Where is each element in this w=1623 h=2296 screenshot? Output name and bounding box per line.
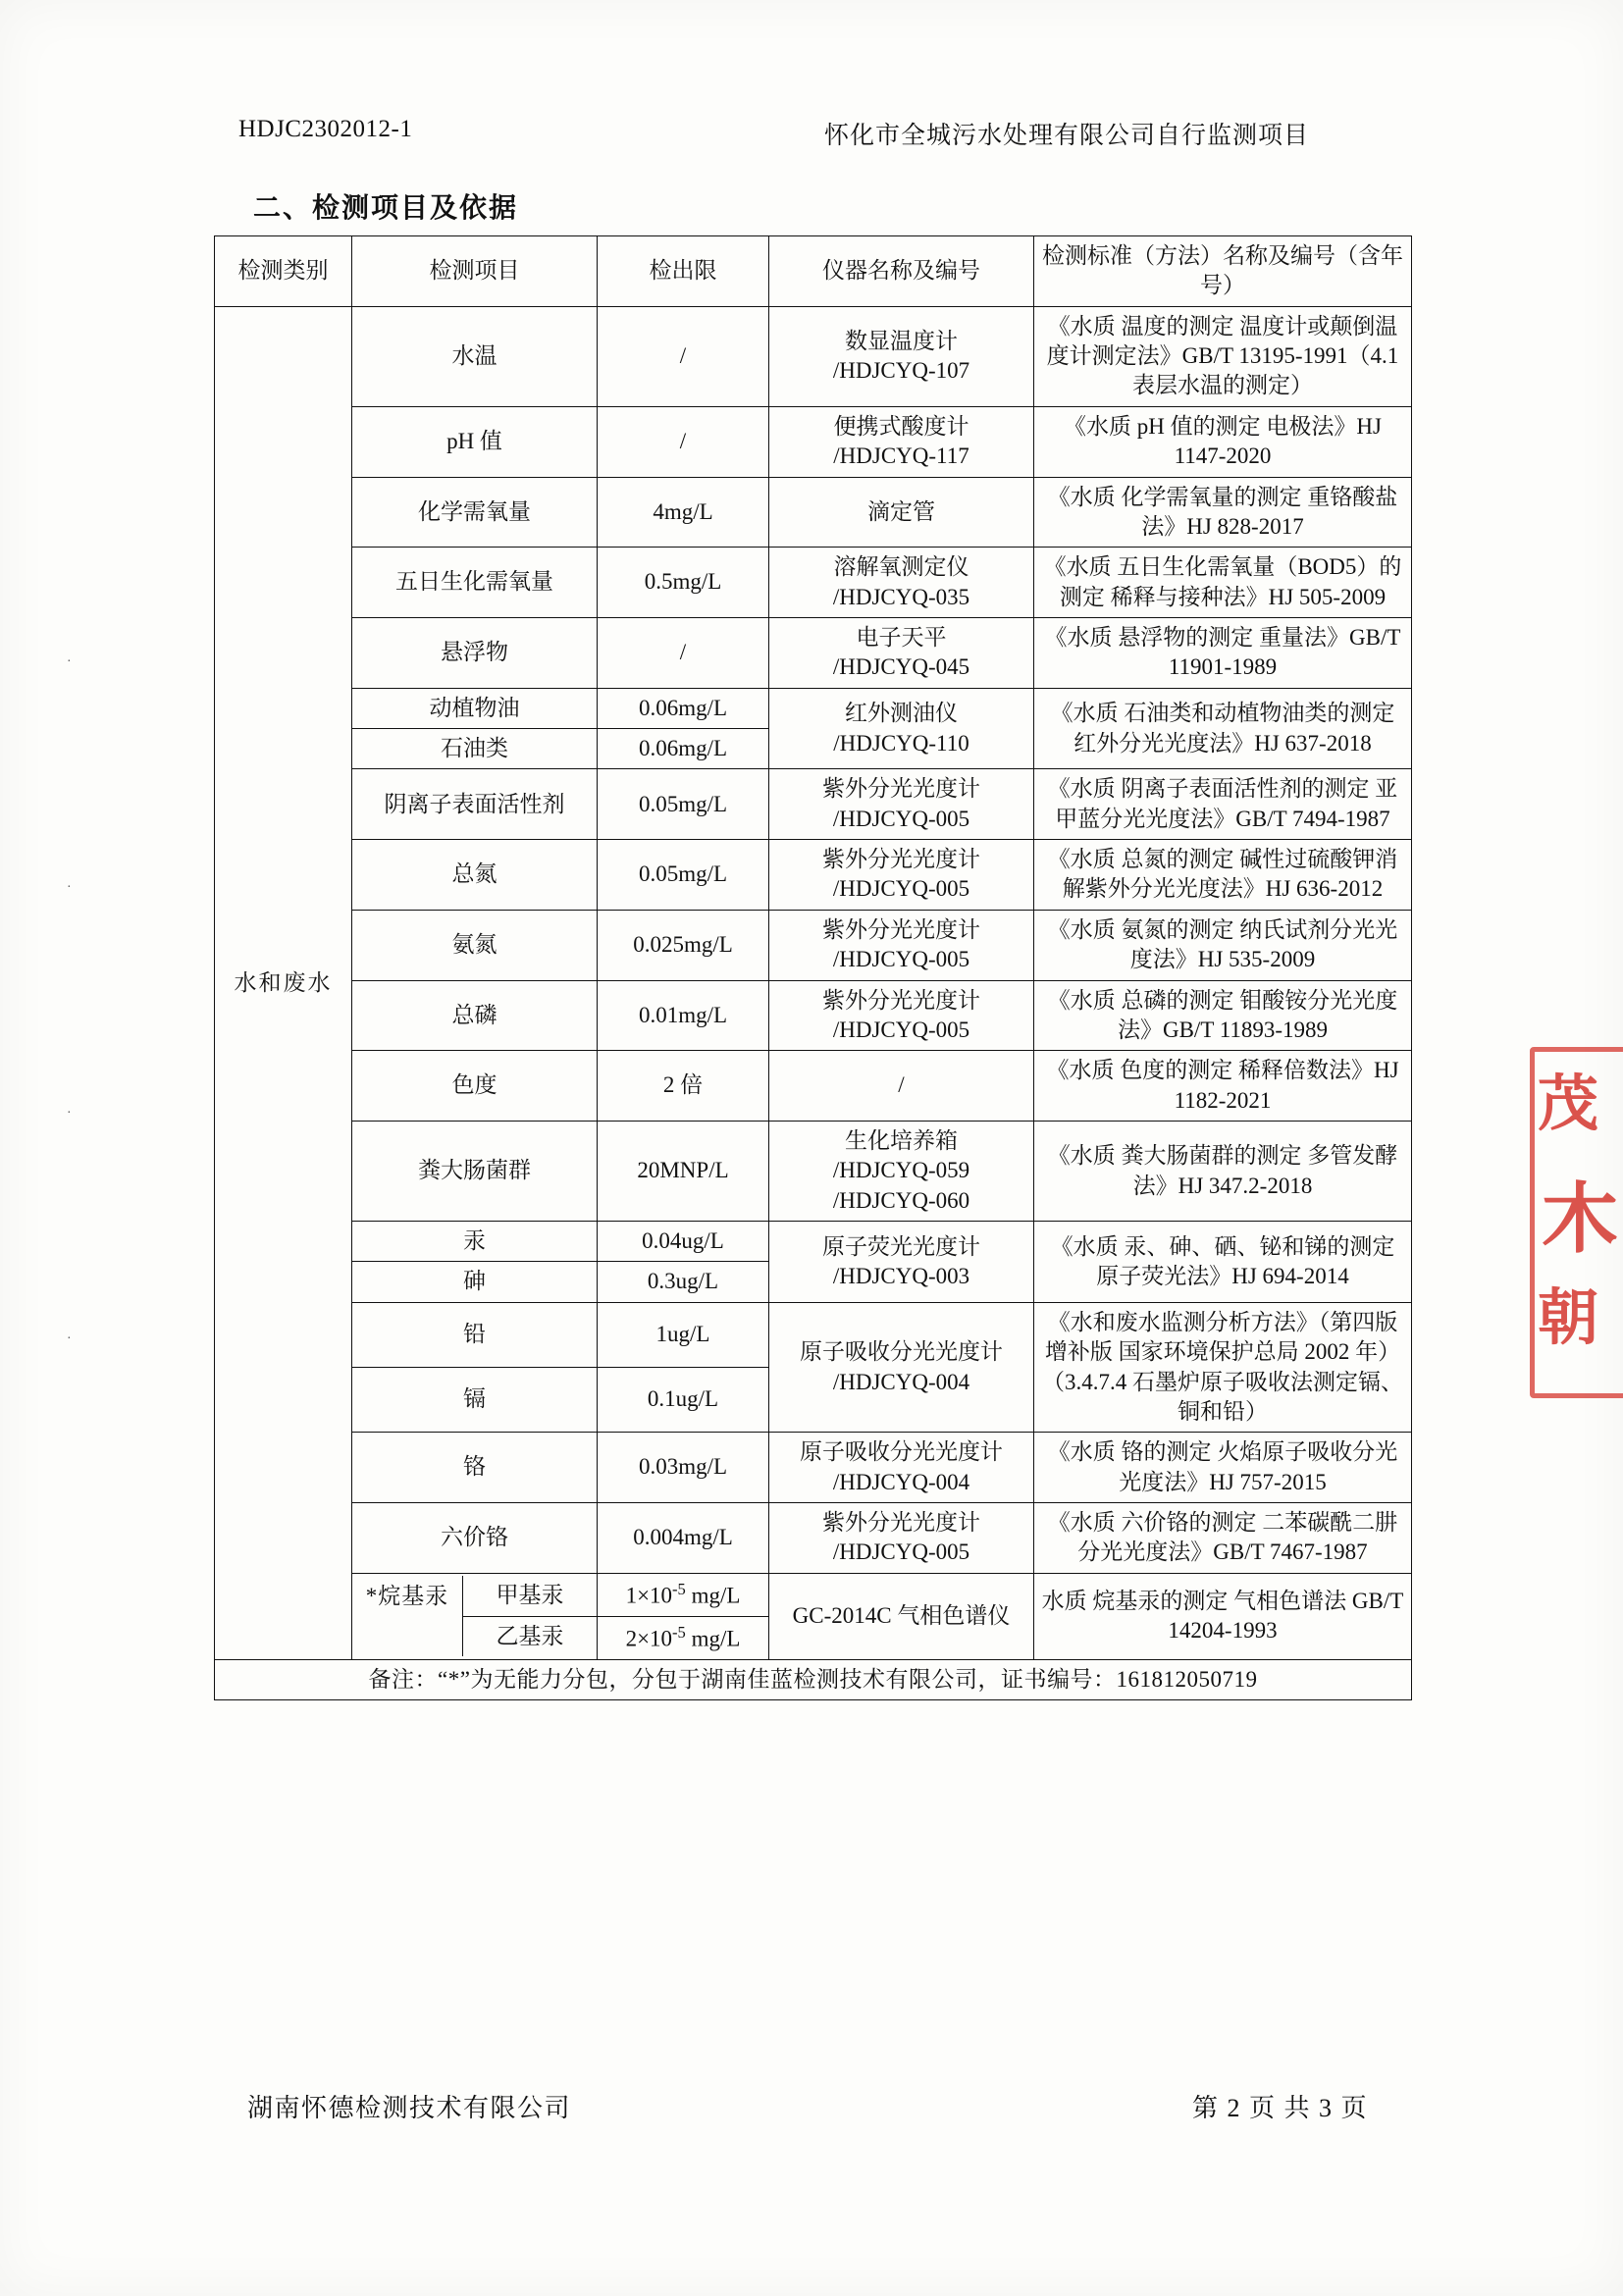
- alkyl-mercury-sub-item: 甲基汞: [463, 1576, 598, 1616]
- cell-limit: /: [598, 406, 769, 477]
- cell-instrument: 生化培养箱 /HDJCYQ-059 /HDJCYQ-060: [769, 1121, 1034, 1221]
- cell-limit: /: [598, 617, 769, 688]
- cell-instrument: 便携式酸度计 /HDJCYQ-117: [769, 406, 1034, 477]
- cell-instrument: 原子荧光光度计 /HDJCYQ-003: [769, 1222, 1034, 1303]
- cell-limit: /: [598, 306, 769, 406]
- page-footer: [0, 2088, 1623, 2127]
- cell-instrument: GC-2014C 气相色谱仪: [769, 1573, 1034, 1659]
- table-row: [215, 1433, 1412, 1503]
- cell-instrument: 原子吸收分光光度计 /HDJCYQ-004: [769, 1433, 1034, 1503]
- cell-item: 铬: [352, 1433, 598, 1503]
- cell-limit: 1ug/L: [598, 1302, 769, 1367]
- table-row: [215, 1051, 1412, 1122]
- table-row: [215, 1121, 1412, 1221]
- cell-item: 砷: [352, 1262, 598, 1302]
- cell-instrument: 电子天平 /HDJCYQ-045: [769, 617, 1034, 688]
- table-row: [215, 548, 1412, 618]
- column-header-instrument: 仪器名称及编号: [769, 236, 1034, 307]
- cell-limit: 0.1ug/L: [598, 1368, 769, 1433]
- document-code: HDJC2302012-1: [238, 116, 413, 142]
- cell-limit: 0.03mg/L: [598, 1433, 769, 1503]
- table-row: [215, 769, 1412, 840]
- column-header-detection-limit: 检出限: [598, 236, 769, 307]
- red-seal-stamp: [1536, 1055, 1623, 1388]
- column-header-category: 检测类别: [215, 236, 352, 307]
- cell-limit-alkyl-1: $1\times 10^{-5}$ mg/L: [598, 1573, 769, 1616]
- cell-item: 总氮: [352, 840, 598, 911]
- cell-category: 水和废水: [215, 306, 352, 1659]
- table-note-row: [215, 1659, 1412, 1699]
- cell-standard: 《水质 阴离子表面活性剂的测定 亚甲蓝分光光度法》GB/T 7494-1987: [1034, 769, 1412, 840]
- cell-instrument: 数显温度计 /HDJCYQ-107: [769, 306, 1034, 406]
- cell-standard: 《水质 五日生化需氧量（BOD5）的测定 稀释与接种法》HJ 505-2009: [1034, 548, 1412, 618]
- cell-limit: 0.004mg/L: [598, 1502, 769, 1573]
- cell-item: 化学需氧量: [352, 477, 598, 548]
- cell-limit: 0.04ug/L: [598, 1222, 769, 1262]
- seal-char-3: 朝: [1538, 1285, 1599, 1352]
- cell-standard: 水质 烷基汞的测定 气相色谱法 GB/T 14204-1993: [1034, 1573, 1412, 1659]
- cell-limit: 0.05mg/L: [598, 769, 769, 840]
- cell-limit: 4mg/L: [598, 477, 769, 548]
- margin-marks: · · · ·: [67, 654, 72, 1346]
- cell-item: 汞: [352, 1222, 598, 1262]
- cell-instrument: 紫外分光光度计 /HDJCYQ-005: [769, 1502, 1034, 1573]
- cell-standard: 《水质 总磷的测定 钼酸铵分光光度法》GB/T 11893-1989: [1034, 980, 1412, 1051]
- table-row: [215, 910, 1412, 980]
- cell-item: 六价铬: [352, 1502, 598, 1573]
- cell-standard: 《水质 铬的测定 火焰原子吸收分光光度法》HJ 757-2015: [1034, 1433, 1412, 1503]
- cell-item: 五日生化需氧量: [352, 548, 598, 618]
- column-header-standard: 检测标准（方法）名称及编号（含年号）: [1034, 236, 1412, 307]
- cell-item: pH 值: [352, 406, 598, 477]
- cell-item: 镉: [352, 1368, 598, 1433]
- cell-instrument: 原子吸收分光光度计 /HDJCYQ-004: [769, 1302, 1034, 1432]
- table-row: [215, 980, 1412, 1051]
- cell-standard: 《水质 色度的测定 稀释倍数法》HJ 1182-2021: [1034, 1051, 1412, 1122]
- document-header-title: 怀化市全城污水处理有限公司自行监测项目: [824, 123, 1310, 149]
- cell-limit: 0.06mg/L: [598, 688, 769, 728]
- cell-item: 动植物油: [352, 688, 598, 728]
- cell-limit: 20MNP/L: [598, 1121, 769, 1221]
- cell-limit: 0.025mg/L: [598, 910, 769, 980]
- column-header-item: 检测项目: [352, 236, 598, 307]
- cell-item: 氨氮: [352, 910, 598, 980]
- table-row: [215, 477, 1412, 548]
- cell-standard: 《水和废水监测分析方法》（第四版 增补版 国家环境保护总局 2002 年）（3.4.7.4 石墨炉原子吸收法测定镉、铜和铅）: [1034, 1302, 1412, 1432]
- cell-item: 粪大肠菌群: [352, 1121, 598, 1221]
- cell-instrument: 红外测油仪 /HDJCYQ-110: [769, 688, 1034, 769]
- cell-standard: 《水质 总氮的测定 碱性过硫酸钾消解紫外分光光度法》HJ 636-2012: [1034, 840, 1412, 911]
- cell-item: 色度: [352, 1051, 598, 1122]
- cell-limit: 0.06mg/L: [598, 729, 769, 769]
- cell-limit: 0.3ug/L: [598, 1262, 769, 1302]
- cell-note: 备注：“*”为无能力分包，分包于湖南佳蓝检测技术有限公司，证书编号：161812050719: [215, 1659, 1412, 1699]
- table-row: [215, 1302, 1412, 1367]
- detection-items-table: [214, 235, 1412, 1700]
- table-header-row: [215, 236, 1412, 307]
- alkyl-mercury-group-label-spacer: [352, 1616, 463, 1656]
- alkyl-mercury-sub-item: 乙基汞: [496, 1623, 564, 1648]
- footer-company: 湖南怀德检测技术有限公司: [247, 2094, 572, 2122]
- cell-item: 水温: [352, 306, 598, 406]
- cell-instrument: 紫外分光光度计 /HDJCYQ-005: [769, 769, 1034, 840]
- table-row: [215, 688, 1412, 728]
- cell-standard: 《水质 化学需氧量的测定 重铬酸盐法》HJ 828-2017: [1034, 477, 1412, 548]
- cell-instrument: 紫外分光光度计 /HDJCYQ-005: [769, 910, 1034, 980]
- cell-standard: 《水质 六价铬的测定 二苯碳酰二肼分光光度法》GB/T 7467-1987: [1034, 1502, 1412, 1573]
- cell-standard: 《水质 氨氮的测定 纳氏试剂分光光度法》HJ 535-2009: [1034, 910, 1412, 980]
- alkyl-mercury-group-label: *烷基汞: [352, 1576, 463, 1616]
- section-title: 二、检测项目及依据: [253, 193, 519, 224]
- cell-item: 总磷: [352, 980, 598, 1051]
- table-row: [215, 617, 1412, 688]
- cell-standard: 《水质 温度的测定 温度计或颠倒温度计测定法》GB/T 13195-1991（4.1 表层水温的测定）: [1034, 306, 1412, 406]
- cell-instrument: 紫外分光光度计 /HDJCYQ-005: [769, 980, 1034, 1051]
- cell-instrument: 紫外分光光度计 /HDJCYQ-005: [769, 840, 1034, 911]
- table-row: [215, 406, 1412, 477]
- cell-limit-alkyl-2: $2\times 10^{-5}$ mg/L: [598, 1616, 769, 1659]
- table-row: [215, 1222, 1412, 1262]
- cell-item: 铅: [352, 1302, 598, 1367]
- cell-item: 阴离子表面活性剂: [352, 769, 598, 840]
- cell-limit: 0.01mg/L: [598, 980, 769, 1051]
- cell-limit: 0.5mg/L: [598, 548, 769, 618]
- table-row: [215, 1502, 1412, 1573]
- cell-instrument: 滴定管: [769, 477, 1034, 548]
- cell-item: 悬浮物: [352, 617, 598, 688]
- cell-standard: 《水质 pH 值的测定 电极法》HJ 1147-2020: [1034, 406, 1412, 477]
- cell-item: 石油类: [352, 729, 598, 769]
- cell-limit: 2 倍: [598, 1051, 769, 1122]
- cell-alkyl-mercury-group: [352, 1573, 598, 1659]
- cell-instrument: /: [769, 1051, 1034, 1122]
- table-row: [215, 1573, 1412, 1616]
- cell-standard: 《水质 汞、砷、硒、铋和锑的测定 原子荧光法》HJ 694-2014: [1034, 1222, 1412, 1303]
- table-row: [215, 840, 1412, 911]
- cell-standard: 《水质 石油类和动植物油类的测定 红外分光光度法》HJ 637-2018: [1034, 688, 1412, 769]
- seal-char-1: 茂: [1538, 1071, 1599, 1138]
- seal-char-2: 木: [1542, 1176, 1619, 1262]
- cell-instrument: 溶解氧测定仪 /HDJCYQ-035: [769, 548, 1034, 618]
- table-row: [215, 306, 1412, 406]
- cell-limit: 0.05mg/L: [598, 840, 769, 911]
- cell-standard: 《水质 粪大肠菌群的测定 多管发酵法》HJ 347.2-2018: [1034, 1121, 1412, 1221]
- footer-page-number: 第 2 页 共 3 页: [1192, 2094, 1369, 2122]
- cell-standard: 《水质 悬浮物的测定 重量法》GB/T 11901-1989: [1034, 617, 1412, 688]
- page-header: [0, 116, 1623, 149]
- seal-border: [1530, 1047, 1623, 1398]
